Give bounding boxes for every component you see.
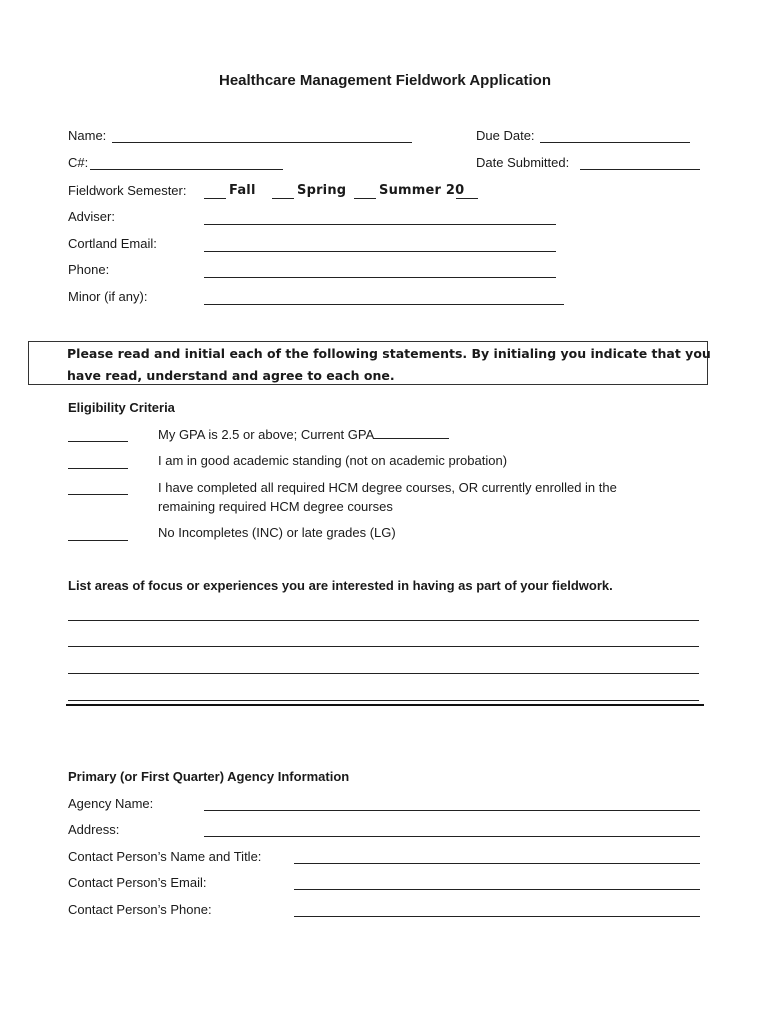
criteria-courses-line2: remaining required HCM degree courses — [158, 499, 393, 514]
due-date-field[interactable] — [540, 142, 690, 143]
agency-name-field[interactable] — [204, 810, 700, 811]
focus-line-1[interactable] — [68, 620, 699, 621]
adviser-label: Adviser: — [68, 209, 115, 224]
name-label: Name: — [68, 128, 107, 143]
criteria-standing: I am in good academic standing (not on academic probation) — [158, 453, 508, 468]
contact-name-field[interactable] — [294, 863, 700, 864]
name-field[interactable] — [112, 142, 412, 143]
c-number-label: C#: — [68, 155, 89, 170]
agency-name-label: Agency Name: — [68, 796, 154, 811]
initial-blank-standing[interactable] — [68, 468, 128, 469]
address-field[interactable] — [204, 836, 700, 837]
c-number-field[interactable] — [90, 169, 283, 170]
eligibility-heading: Eligibility Criteria — [68, 400, 175, 415]
initial-blank-incompletes[interactable] — [68, 540, 128, 541]
phone-label: Phone: — [68, 262, 110, 277]
agency-heading: Primary (or First Quarter) Agency Information — [68, 769, 350, 784]
focus-line-2[interactable] — [68, 646, 699, 647]
summer-year-field[interactable] — [456, 198, 478, 199]
criteria-gpa-text: My GPA is 2.5 or above; Current GPA — [158, 427, 375, 442]
criteria-incompletes: No Incompletes (INC) or late grades (LG) — [158, 525, 396, 540]
instruction-box — [28, 341, 711, 385]
fall-check-blank[interactable] — [204, 198, 226, 199]
current-gpa-field[interactable] — [374, 426, 449, 439]
minor-label: Minor (if any): — [68, 289, 148, 304]
initial-blank-gpa[interactable] — [68, 441, 128, 442]
focus-line-4[interactable] — [68, 700, 699, 701]
minor-field[interactable] — [204, 304, 564, 305]
semester-label: Fieldwork Semester: — [68, 183, 187, 198]
spring-check-blank[interactable] — [272, 198, 294, 199]
semester-option-fall: Fall — [229, 183, 256, 198]
instruction-line-2: have read, understand and agree to each one. — [67, 368, 395, 383]
address-label: Address: — [68, 822, 120, 837]
adviser-field[interactable] — [204, 224, 556, 225]
phone-field[interactable] — [204, 277, 556, 278]
semester-option-spring: Spring — [297, 183, 347, 198]
semester-option-summer: Summer 20 — [379, 183, 465, 198]
date-submitted-label: Date Submitted: — [476, 155, 570, 170]
email-label: Cortland Email: — [68, 236, 157, 251]
page-title: Healthcare Management Fieldwork Application — [218, 72, 551, 89]
due-date-label: Due Date: — [476, 128, 535, 143]
date-submitted-field[interactable] — [580, 169, 700, 170]
instruction-line-1: Please read and initial each of the following statements. By initialing you indicate that you — [67, 346, 711, 361]
focus-line-3[interactable] — [68, 673, 699, 674]
section-divider — [66, 704, 704, 706]
criteria-courses-line1: I have completed all required HCM degree courses, OR currently enrolled in the — [158, 480, 617, 495]
contact-phone-field[interactable] — [294, 916, 700, 917]
criteria-gpa — [158, 426, 449, 442]
contact-name-label: Contact Person’s Name and Title: — [68, 849, 262, 864]
contact-email-field[interactable] — [294, 889, 700, 890]
focus-heading: List areas of focus or experiences you are interested in having as part of your fieldwork. — [68, 578, 613, 593]
initial-blank-courses[interactable] — [68, 494, 128, 495]
summer-check-blank[interactable] — [354, 198, 376, 199]
contact-phone-label: Contact Person’s Phone: — [68, 902, 212, 917]
contact-email-label: Contact Person’s Email: — [68, 875, 207, 890]
email-field[interactable] — [204, 251, 556, 252]
